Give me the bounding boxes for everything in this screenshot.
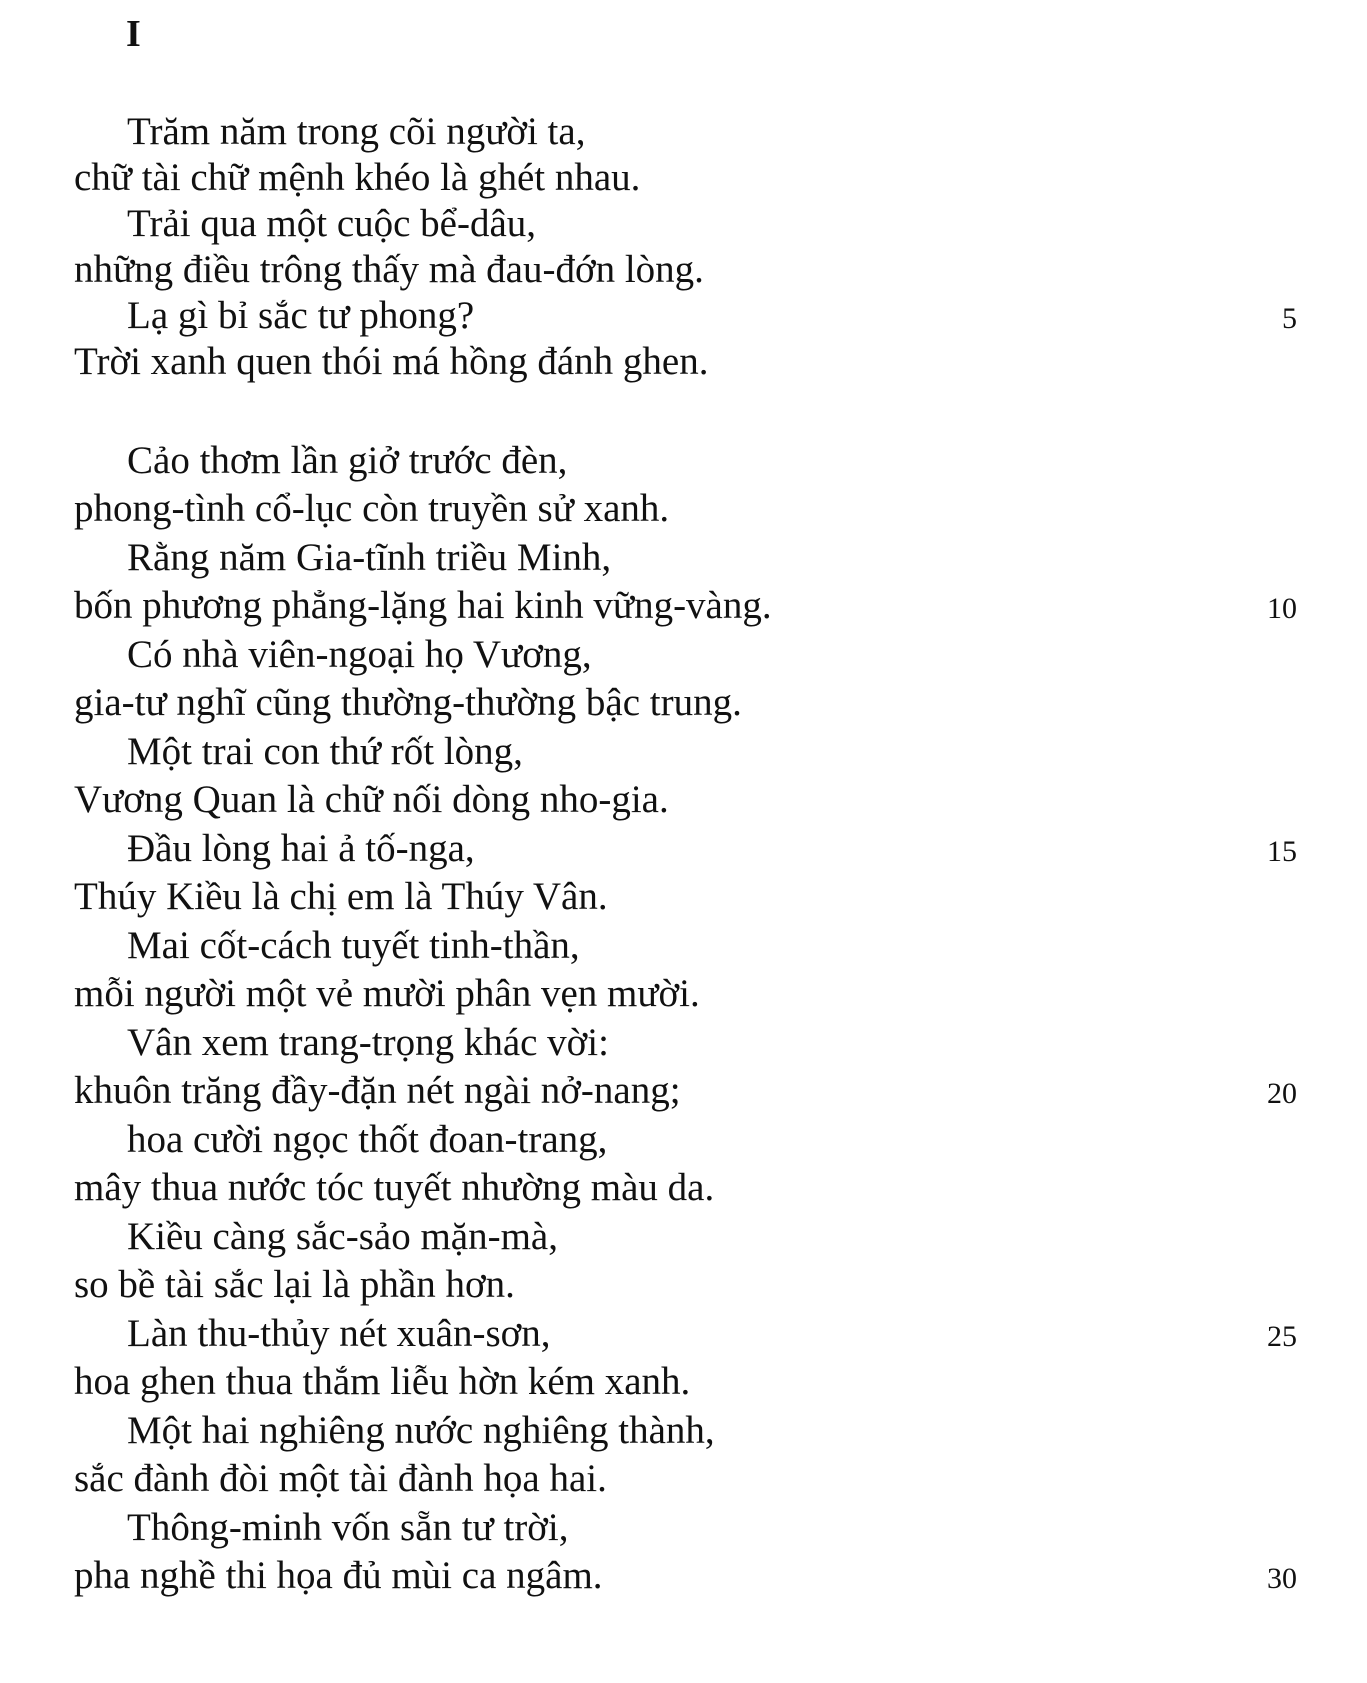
verse-line: [0, 107, 1367, 157]
verse-text: Một hai nghiêng nước nghiêng thành,: [127, 1409, 715, 1452]
verse-text: hoa ghen thua thắm liễu hờn kém xanh.: [74, 1360, 691, 1403]
verse-line: [0, 291, 1367, 341]
verse-text: so bề tài sắc lại là phần hơn.: [74, 1263, 515, 1306]
verse-line: [0, 153, 1367, 203]
verse-text: Thông-minh vốn sẵn tư trời,: [127, 1506, 569, 1549]
verse-text: Vương Quan là chữ nối dòng nho-gia.: [74, 778, 669, 821]
verse-text: bốn phương phẳng-lặng hai kinh vững-vàng.: [74, 584, 772, 627]
verse-text: pha nghề thi họa đủ mùi ca ngâm.: [74, 1554, 603, 1597]
verse-text: Rằng năm Gia-tĩnh triều Minh,: [127, 536, 612, 579]
verse-line: [0, 630, 1367, 680]
verse-line: [0, 1454, 1367, 1504]
verse-text: Trăm năm trong cõi người ta,: [127, 110, 586, 153]
verse-text: Một trai con thứ rốt lòng,: [127, 730, 523, 773]
verse-text: Cảo thơm lần giở trước đèn,: [127, 439, 568, 482]
verse-text: Lạ gì bỉ sắc tư phong?: [127, 294, 475, 337]
verse-text: những điều trông thấy mà đau-đớn lòng.: [74, 248, 704, 291]
verse-line: [0, 199, 1367, 249]
verse-text: Kiều càng sắc-sảo mặn-mà,: [127, 1215, 558, 1258]
verse-line: [0, 245, 1367, 295]
verse-text: mây thua nước tóc tuyết nhường màu da.: [74, 1166, 715, 1209]
verse-text: Có nhà viên-ngoại họ Vương,: [127, 633, 592, 676]
verse-line: [0, 533, 1367, 583]
verse-line: [0, 1503, 1367, 1553]
verse-line: [0, 824, 1367, 874]
verse-line: [0, 337, 1367, 387]
verse-line: [0, 969, 1367, 1019]
verse-line: [0, 1066, 1367, 1116]
verse-text: sắc đành đòi một tài đành họa hai.: [74, 1457, 607, 1500]
line-number: 30: [1267, 1562, 1297, 1595]
verse-line: [0, 1357, 1367, 1407]
verse-line: [0, 1406, 1367, 1456]
verse-line: [0, 581, 1367, 631]
verse-text: Vân xem trang-trọng khác vời:: [127, 1021, 609, 1064]
verse-line: [0, 1115, 1367, 1165]
verse-line: [0, 727, 1367, 777]
verse-text: mỗi người một vẻ mười phân vẹn mười.: [74, 972, 700, 1015]
section-numeral: I: [126, 13, 141, 55]
verse-line: [0, 775, 1367, 825]
verse-text: Làn thu-thủy nét xuân-sơn,: [127, 1312, 551, 1355]
verse-line: [0, 1212, 1367, 1262]
verse-text: gia-tư nghĩ cũng thường-thường bậc trung.: [74, 681, 742, 724]
verse-text: Đầu lòng hai ả tố-nga,: [127, 827, 475, 870]
verse-text: phong-tình cổ-lục còn truyền sử xanh.: [74, 487, 670, 530]
line-number: 15: [1267, 835, 1297, 868]
line-number: 25: [1267, 1320, 1297, 1353]
verse-line: [0, 921, 1367, 971]
verse-text: Trời xanh quen thói má hồng đánh ghen.: [74, 340, 709, 383]
verse-line: [0, 1309, 1367, 1359]
verse-line: [0, 436, 1367, 486]
verse-text: hoa cười ngọc thốt đoan-trang,: [127, 1118, 608, 1161]
line-number: 5: [1282, 302, 1297, 335]
verse-line: [0, 1163, 1367, 1213]
verse-text: Mai cốt-cách tuyết tinh-thần,: [127, 924, 580, 967]
verse-line: [0, 484, 1367, 534]
verse-line: [0, 1018, 1367, 1068]
verse-line: [0, 1551, 1367, 1601]
verse-text: chữ tài chữ mệnh khéo là ghét nhau.: [74, 156, 641, 199]
line-number: 20: [1267, 1077, 1297, 1110]
verse-line: [0, 1260, 1367, 1310]
line-number: 10: [1267, 592, 1297, 625]
verse-line: [0, 678, 1367, 728]
verse-text: Trải qua một cuộc bể-dâu,: [127, 202, 537, 245]
verse-line: [0, 872, 1367, 922]
verse-text: khuôn trăng đầy-đặn nét ngài nở-nang;: [74, 1069, 681, 1112]
verse-text: Thúy Kiều là chị em là Thúy Vân.: [74, 875, 608, 918]
